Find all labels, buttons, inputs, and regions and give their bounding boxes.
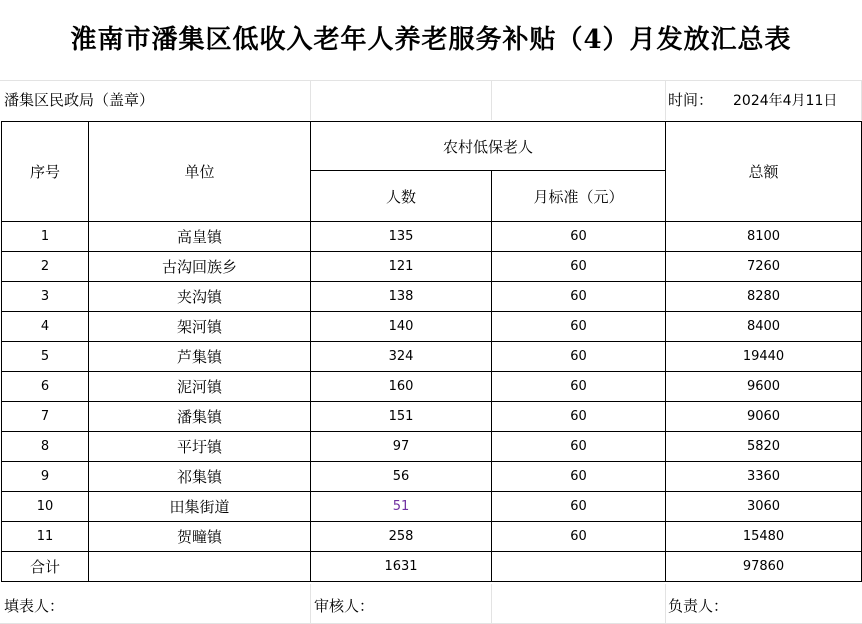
cell-standard[interactable]: 60 <box>492 312 666 342</box>
table-row <box>2 312 862 342</box>
footer-reviewer[interactable]: 审核人： <box>314 597 375 615</box>
cell-index[interactable]: 5 <box>2 342 89 372</box>
summary-label[interactable]: 合计 <box>2 552 89 582</box>
cell-index[interactable]: 8 <box>2 432 89 462</box>
report-date: 2024年4月11日 <box>733 93 838 109</box>
cell-unit[interactable]: 平圩镇 <box>89 432 311 462</box>
header-unit[interactable]: 单位 <box>89 122 311 222</box>
header-count[interactable]: 人数 <box>311 171 492 222</box>
cell-standard[interactable]: 60 <box>492 432 666 462</box>
cell-unit[interactable]: 祁集镇 <box>89 462 311 492</box>
header-total[interactable]: 总额 <box>666 122 862 222</box>
cell-unit[interactable]: 芦集镇 <box>89 342 311 372</box>
table-header-row <box>2 122 862 171</box>
cell-unit[interactable]: 夹沟镇 <box>89 282 311 312</box>
cell-index[interactable]: 4 <box>2 312 89 342</box>
gridline <box>310 584 311 624</box>
cell-count[interactable]: 135 <box>311 222 492 252</box>
cell-count[interactable]: 140 <box>311 312 492 342</box>
gridline <box>491 584 492 624</box>
cell-standard[interactable]: 60 <box>492 342 666 372</box>
cell-standard[interactable]: 60 <box>492 252 666 282</box>
report-time[interactable] <box>668 81 837 119</box>
cell-total[interactable]: 7260 <box>666 252 862 282</box>
cell-unit[interactable]: 架河镇 <box>89 312 311 342</box>
cell-total[interactable]: 19440 <box>666 342 862 372</box>
cell-count[interactable]: 151 <box>311 402 492 432</box>
gridline <box>491 80 492 120</box>
cell-count[interactable]: 138 <box>311 282 492 312</box>
issuing-unit[interactable]: 潘集区民政局（盖章） <box>4 91 155 109</box>
time-label: 时间： <box>668 91 714 109</box>
cell-count[interactable]: 51 <box>311 492 492 522</box>
summary-unit-empty[interactable] <box>89 552 311 582</box>
summary-table <box>1 121 862 582</box>
cell-total[interactable]: 3360 <box>666 462 862 492</box>
cell-index[interactable]: 7 <box>2 402 89 432</box>
footer-responsible[interactable]: 负责人： <box>668 597 729 615</box>
cell-count[interactable]: 97 <box>311 432 492 462</box>
summary-count[interactable]: 1631 <box>311 552 492 582</box>
summary-row <box>2 552 862 582</box>
cell-standard[interactable]: 60 <box>492 492 666 522</box>
cell-standard[interactable]: 60 <box>492 462 666 492</box>
cell-unit[interactable]: 贺疃镇 <box>89 522 311 552</box>
table-row <box>2 252 862 282</box>
cell-index[interactable]: 10 <box>2 492 89 522</box>
cell-standard[interactable]: 60 <box>492 282 666 312</box>
cell-unit[interactable]: 潘集镇 <box>89 402 311 432</box>
table-row <box>2 432 862 462</box>
header-standard[interactable]: 月标准（元） <box>492 171 666 222</box>
page-title[interactable]: 淮南市潘集区低收入老年人养老服务补贴（4）月发放汇总表 <box>70 25 792 55</box>
cell-total[interactable]: 3060 <box>666 492 862 522</box>
cell-total[interactable]: 9600 <box>666 372 862 402</box>
cell-standard[interactable]: 60 <box>492 222 666 252</box>
gridline <box>310 80 311 120</box>
cell-index[interactable]: 11 <box>2 522 89 552</box>
cell-count[interactable]: 56 <box>311 462 492 492</box>
header-index[interactable]: 序号 <box>2 122 89 222</box>
cell-total[interactable]: 8400 <box>666 312 862 342</box>
cell-count[interactable]: 324 <box>311 342 492 372</box>
gridline <box>665 80 666 120</box>
table-row <box>2 522 862 552</box>
cell-unit[interactable]: 田集街道 <box>89 492 311 522</box>
table-row <box>2 402 862 432</box>
cell-index[interactable]: 3 <box>2 282 89 312</box>
gridline <box>665 584 666 624</box>
table-row <box>2 492 862 522</box>
cell-standard[interactable]: 60 <box>492 522 666 552</box>
cell-total[interactable]: 9060 <box>666 402 862 432</box>
cell-count[interactable]: 121 <box>311 252 492 282</box>
cell-index[interactable]: 6 <box>2 372 89 402</box>
cell-standard[interactable]: 60 <box>492 372 666 402</box>
table-row <box>2 462 862 492</box>
table-row <box>2 222 862 252</box>
cell-index[interactable]: 1 <box>2 222 89 252</box>
cell-total[interactable]: 5820 <box>666 432 862 462</box>
cell-unit[interactable]: 古沟回族乡 <box>89 252 311 282</box>
cell-index[interactable]: 2 <box>2 252 89 282</box>
cell-total[interactable]: 8100 <box>666 222 862 252</box>
header-group[interactable]: 农村低保老人 <box>311 122 666 171</box>
table-row <box>2 282 862 312</box>
cell-total[interactable]: 8280 <box>666 282 862 312</box>
cell-count[interactable]: 258 <box>311 522 492 552</box>
cell-unit[interactable]: 泥河镇 <box>89 372 311 402</box>
cell-standard[interactable]: 60 <box>492 402 666 432</box>
summary-total[interactable]: 97860 <box>666 552 862 582</box>
cell-index[interactable]: 9 <box>2 462 89 492</box>
cell-unit[interactable]: 高皇镇 <box>89 222 311 252</box>
table-row <box>2 342 862 372</box>
cell-total[interactable]: 15480 <box>666 522 862 552</box>
summary-standard-empty[interactable] <box>492 552 666 582</box>
footer-filler[interactable]: 填表人： <box>4 597 65 615</box>
table-row <box>2 372 862 402</box>
cell-count[interactable]: 160 <box>311 372 492 402</box>
